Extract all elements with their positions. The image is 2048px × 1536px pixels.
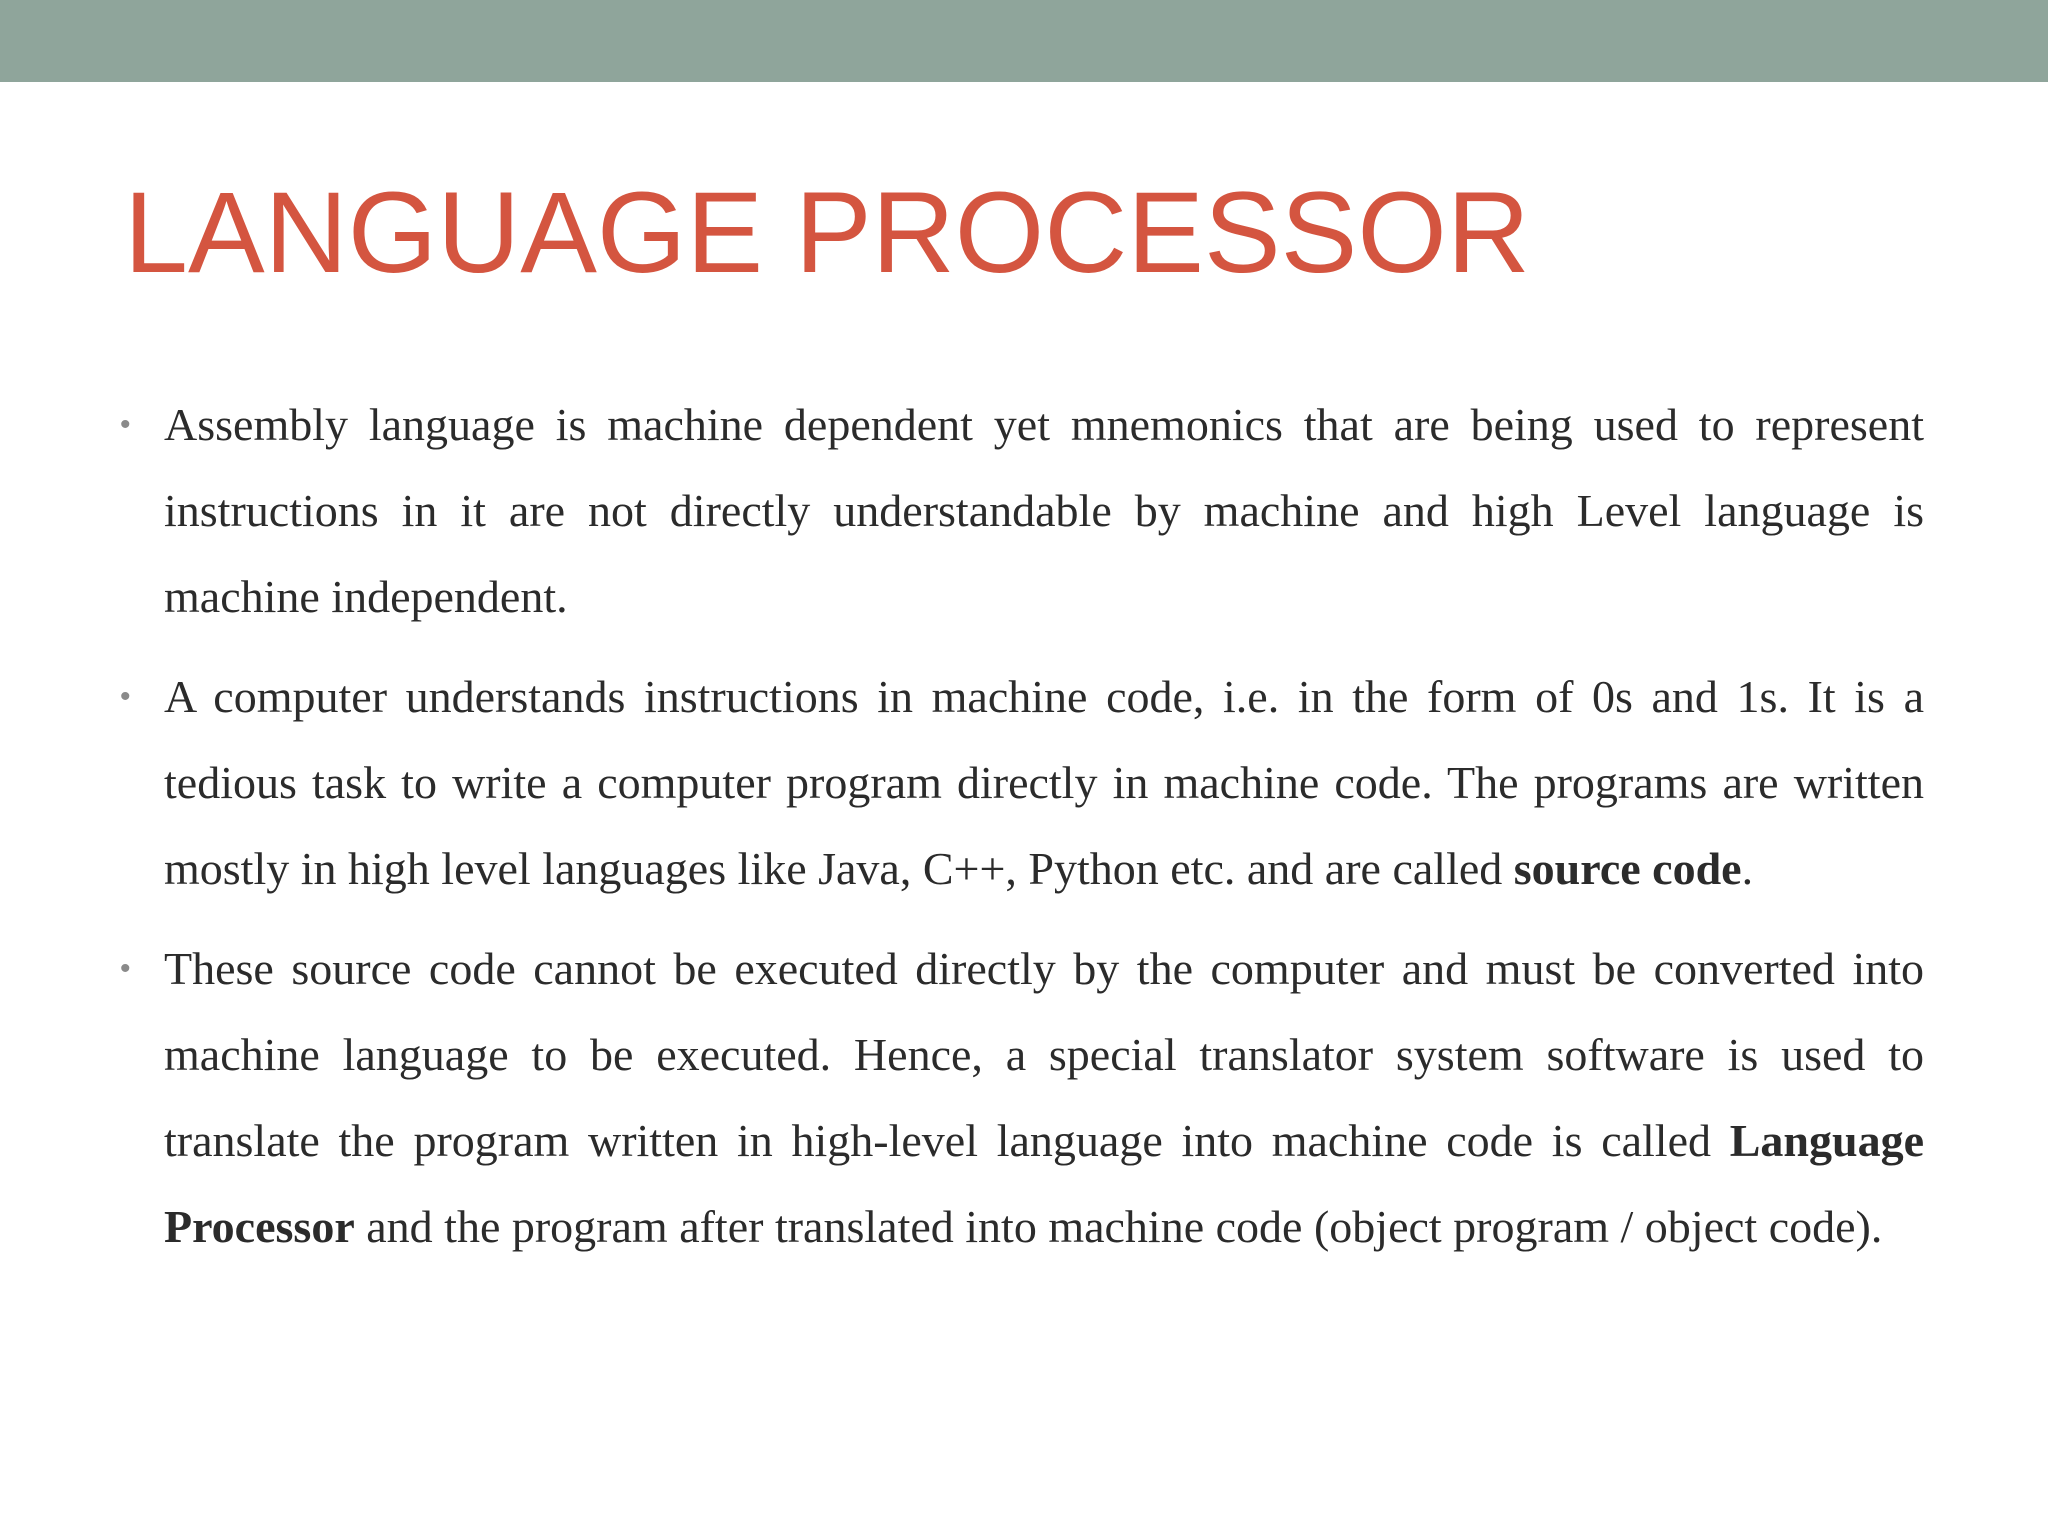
- bullet-text-end: and the program after translated into machine code (object program / object code).: [354, 1201, 1883, 1252]
- top-accent-band: [0, 0, 2048, 82]
- bullet-item-machine-code: [120, 654, 1924, 912]
- bullet-text: Assembly language is machine dependent yet mnemonics that are being used to represent instructions in it are not directly understandable by machine and high Level language is machine independent.: [164, 399, 1924, 622]
- bold-term-source-code: source code: [1513, 843, 1742, 894]
- bullet-icon: •: [120, 408, 131, 441]
- bullet-icon: •: [120, 952, 131, 985]
- slide-title: LANGUAGE PROCESSOR: [124, 169, 1530, 297]
- bullet-text: A computer understands instructions in machine code, i.e. in the form of 0s and 1s. It is a tedious task to write a computer program directly in machine code. The programs are written mostly in high level languages like Java, C++, Python etc. and are called: [164, 671, 1924, 894]
- bullet-item-language-processor: [120, 926, 1924, 1270]
- bullet-icon: •: [120, 680, 131, 713]
- bullet-item-assembly-language: [120, 382, 1924, 640]
- bullet-text: These source code cannot be executed directly by the computer and must be converted into machine language to be executed. Hence, a special translator system software is used to translate the program written in high-level language into machine code is called: [164, 943, 1924, 1166]
- bullet-list: [120, 382, 1924, 1284]
- bold-term-language-processor: Language Processor: [164, 1115, 1924, 1252]
- bullet-text-end: .: [1741, 843, 1754, 894]
